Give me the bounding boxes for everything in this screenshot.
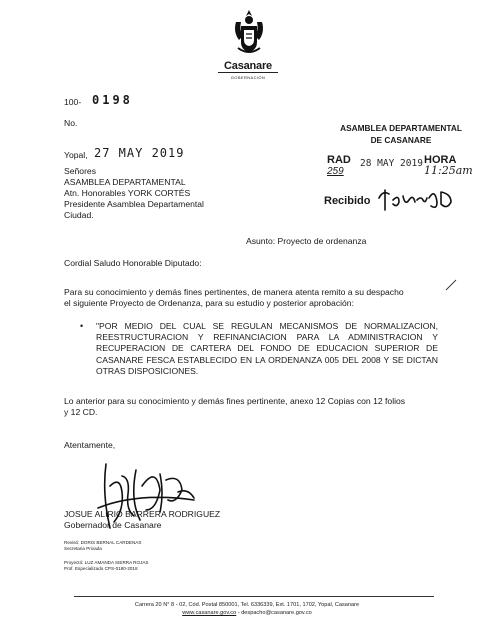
received-signature — [375, 182, 465, 216]
letter-date: 27 MAY 2019 — [94, 146, 185, 160]
letterhead-brand-sub: GOBERNACIÓN — [230, 75, 266, 80]
greeting: Cordial Saludo Honorable Diputado: — [64, 258, 202, 268]
hora-value: 11:25am — [424, 164, 473, 177]
ordinance-title-bullet: "POR MEDIO DEL CUAL SE REGULAN MECANISMOS DE NORMALIZACION, REESTRUCTURACION Y REFINANCIACION PARA LA ADMINISTRACION Y RECUPERACION DE CARTERA DEL FONDO DE EDUCACION SUPERIOR DE CASANARE FESCA ESTABLECIDO EN LA ORDENANZA 005 DEL 2008 Y SE DICTAN OTRAS DISPOSICIONES. — [96, 321, 438, 376]
stamp-date: 28 MAY 2019 — [360, 158, 423, 169]
rad-number: 259 — [327, 166, 344, 177]
checkmark-icon — [444, 278, 458, 292]
signatory-name: JOSUE ALIRIO BARRERA RODRIGUEZ — [64, 509, 221, 519]
recipient-attn: Atn. Honorables YORK CORTÉS — [64, 188, 191, 198]
body-paragraph1-line2: el siguiente Proyecto de Ordenanza, para su estudio y posterior aprobación: — [64, 298, 354, 308]
recipient-role: Presidente Asamblea Departamental — [64, 199, 204, 209]
ref-number: 0198 — [92, 93, 133, 107]
recibido-label: Recibido — [324, 195, 371, 207]
bullet-icon: • — [80, 321, 84, 331]
proyecto-line: Proyectó: LUZ AMANDA SIERRA ROJAS — [64, 560, 149, 565]
subject-line: Asunto: Proyecto de ordenanza — [246, 236, 367, 246]
casanare-coat-of-arms-logo — [232, 8, 266, 58]
body-paragraph1-line1: Para su conocimiento y demás fines pertinentes, de manera atenta remito a su despacho — [64, 287, 404, 297]
footer-website-link[interactable]: www.casanare.gov.co — [182, 610, 237, 616]
no-label: No. — [64, 118, 78, 128]
footer-email: - despacho@casanare.gov.co — [236, 610, 312, 616]
closing: Atentamente, — [64, 440, 116, 450]
recipient-city: Ciudad. — [64, 210, 94, 220]
signatory-title: Gobernador de Casanare — [64, 520, 162, 530]
city-label: Yopal, — [64, 150, 88, 160]
footer-address: Carrera 20 N° 8 - 02, Cód. Postal 850001, Tel. 6336339, Ext. 1701, 1702, Yopal, Casanare — [134, 602, 360, 608]
reviso-role: Secretaria Privada — [64, 546, 102, 551]
body-paragraph2-line2: y 12 CD. — [64, 407, 98, 417]
recipient-salutation: Señores — [64, 166, 97, 176]
hora-label: HORA — [424, 154, 457, 166]
footer-divider — [74, 596, 434, 597]
rad-label: RAD — [327, 154, 351, 166]
stamp-title-line2: DE CASANARE — [370, 135, 432, 145]
proyecto-role: Prof. Especializado CPS-0180-2018 — [64, 566, 138, 571]
recipient-org: ASAMBLEA DEPARTAMENTAL — [64, 177, 186, 187]
stamp-title-line1: ASAMBLEA DEPARTAMENTAL — [340, 123, 462, 133]
reviso-line: Revisó: DORIS BERNAL CARDENAS — [64, 540, 142, 545]
ref-prefix: 100- — [64, 97, 82, 107]
footer-contact — [0, 610, 494, 617]
body-paragraph2-line1: Lo anterior para su conocimiento y demás fines pertinente, anexo 12 Copias con 12 folios — [64, 396, 406, 406]
letterhead-brand: Casanare — [218, 60, 278, 73]
